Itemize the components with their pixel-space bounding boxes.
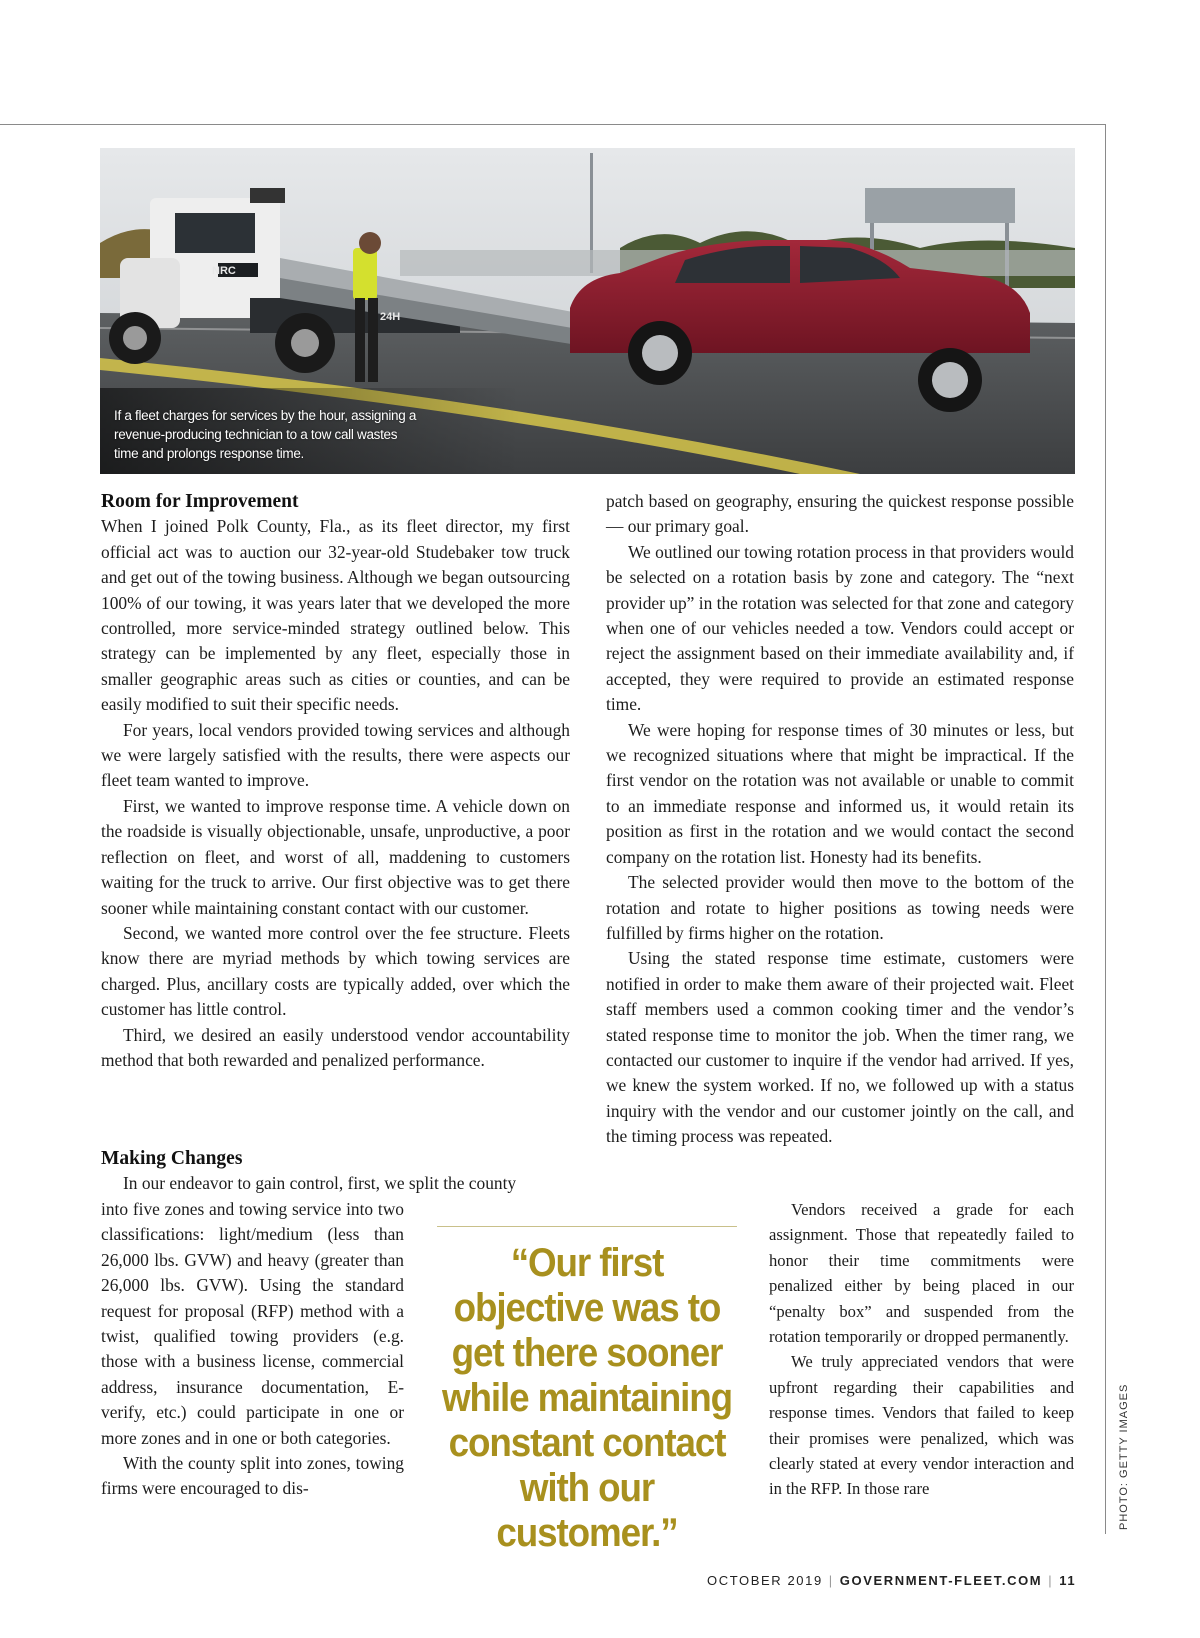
body-paragraph: We truly appreciated vendors that were upfront regarding their capabilities and response times. Vendors that failed to keep their promises were penalized, which was clearly stated at every vendor interaction and in the RFP. In those rare xyxy=(769,1352,1074,1499)
column-left-making-changes xyxy=(101,1146,570,1197)
body-paragraph: We were hoping for response times of 30 minutes or less, but we recognized situations where that might be impractical. If the first vendor on the rotation was not available or unable to commit to an immediate response and informed us, it would retain its position as first in the rotation and we would contact the second company on the rotation list. Honesty had its benefits. xyxy=(606,719,1074,867)
column-left-narrow xyxy=(101,1197,404,1502)
body-paragraph: First, we wanted to improve response time. A vehicle down on the roadside is visually objectionable, unsafe, unproductive, a poor reflection on fleet, and worst of all, maddening to customers waiting for the truck to arrive. Our first objective was to get there sooner while maintaining constant contact with our customer. xyxy=(101,795,570,918)
page-folio xyxy=(707,1573,1078,1588)
body-paragraph: When I joined Polk County, Fla., as its fleet director, my first official act was to auction our 32-year-old Studebaker tow truck and get out of the towing business. Although we began outsourcing 100% of our towing, it was years later that we developed the more controlled, more service-minded strategy outlined below. This strategy can be implemented by any fleet, especially those in smaller geographic areas such as cities or counties, and can be easily modified to suit their specific needs. xyxy=(101,516,570,715)
pull-quote: “Our first objective was to get there sooner while maintaining constant contact with our customer.” xyxy=(437,1226,737,1556)
photo-credit: PHOTO: GETTY IMAGES xyxy=(1118,1383,1130,1530)
body-paragraph: Using the stated response time estimate, customers were notified in order to make them aware of their projected wait. Fleet staff members used a common cooking timer and the vendor’s stated response time to monitor the job. When the timer rang, we contacted our customer to inquire if the vendor had arrived. If yes, we knew the system worked. If no, we followed up with a status inquiry with the vendor and our customer jointly on the call, and the timing process was repeated. xyxy=(606,948,1074,1147)
body-paragraph: Second, we wanted more control over the fee structure. Fleets know there are myriad methods by which towing services are charged. Plus, ancillary costs are typically added, over which the customer has little control. xyxy=(101,922,570,1020)
folio-separator: | xyxy=(1048,1573,1054,1588)
page-frame-top-rule xyxy=(0,124,1106,125)
body-paragraph: into five zones and towing service into two classifications: light/medium (less than 26,000 lbs. GVW) and heavy (greater than 26,000 lbs. GVW). Using the standard request for proposal (RFP) method with a twist, qualified towing providers (e.g. those with a business license, commercial address, insurance documentation, E-verify, etc.) could participate in one or more zones and in one or both categories. xyxy=(101,1199,404,1448)
folio-separator: | xyxy=(828,1573,834,1588)
photo-caption: If a fleet charges for services by the hour, assigning a revenue-producing technician to a tow call wastes time and prolongs response time. xyxy=(114,408,417,461)
body-paragraph: In our endeavor to gain control, first, we split the county xyxy=(123,1173,517,1194)
section-heading-room-for-improvement: Room for Improvement xyxy=(101,491,299,512)
body-paragraph: patch based on geography, ensuring the quickest response possible — our primary goal. xyxy=(606,491,1074,537)
truck-badge-text: NRC xyxy=(212,265,236,277)
body-paragraph: With the county split into zones, towing firms were encouraged to dis- xyxy=(101,1453,404,1499)
tow-truck-photo xyxy=(100,148,1075,474)
folio-website-link[interactable]: GOVERNMENT-FLEET.COM xyxy=(839,1573,1043,1588)
folio-page-number: 11 xyxy=(1059,1573,1077,1588)
body-paragraph: Vendors received a grade for each assignment. Those that repeatedly failed to honor their time commitments were penalized either by being placed in our “penalty box” and suspended from the rotation temporarily or dropped permanently. xyxy=(769,1200,1074,1347)
section-heading-making-changes: Making Changes xyxy=(101,1148,243,1169)
column-right-narrow xyxy=(769,1197,1074,1502)
truck-24h-text: 24H xyxy=(380,311,401,323)
page-frame-right-rule xyxy=(1105,124,1106,1534)
column-right xyxy=(606,489,1074,1150)
body-paragraph: For years, local vendors provided towing services and although we were largely satisfied with the results, there were aspects our fleet team wanted to improve. xyxy=(101,719,570,791)
folio-issue-date: OCTOBER 2019 xyxy=(707,1573,823,1588)
body-paragraph: Third, we desired an easily understood vendor accountability method that both rewarded and penalized performance. xyxy=(101,1024,570,1070)
column-left-top xyxy=(101,489,570,1073)
body-paragraph: The selected provider would then move to the bottom of the rotation and rotate to higher positions as towing needs were fulfilled by firms higher on the rotation. xyxy=(606,872,1074,943)
body-paragraph: We outlined our towing rotation process in that providers would be selected on a rotation basis by zone and category. The “next provider up” in the rotation was selected for that zone and category when one of our vehicles needed a tow. Vendors could accept or reject the assignment based on their immediate availability and, if accepted, they were required to provide an estimated response time. xyxy=(606,541,1074,715)
